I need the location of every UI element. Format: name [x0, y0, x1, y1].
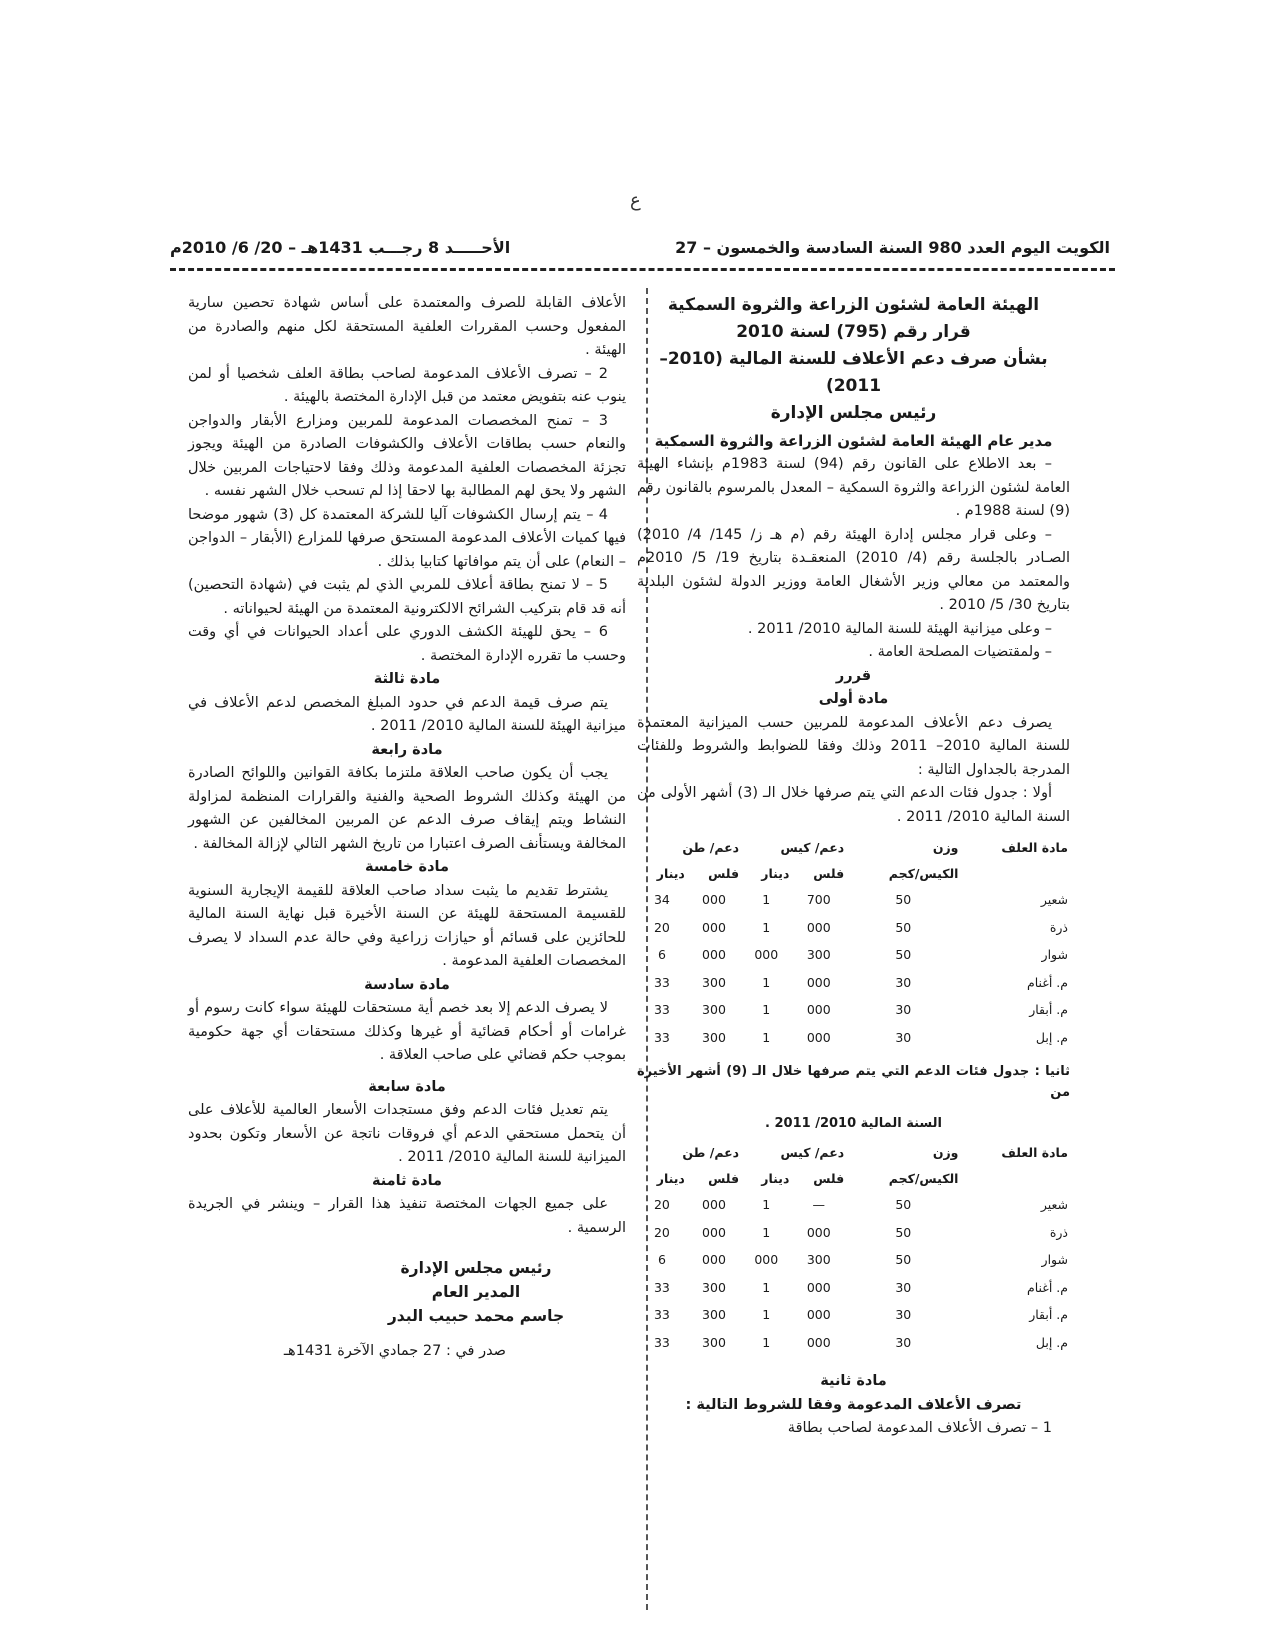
table-row: [637, 1329, 1070, 1357]
cell-ton-fils: 300: [702, 974, 726, 990]
cell-bag-dinar: 1: [762, 1197, 771, 1212]
col-weight-unit: الكيس/كجم: [888, 1170, 959, 1186]
col-feed: مادة العلف: [1001, 840, 1068, 855]
col-blank: [960, 1166, 1070, 1192]
cell-ton-dinar: 20: [653, 1197, 670, 1212]
article-5-text: يشترط تقديم ما يثبت سداد صاحب العلاقة للقيمة الإيجارية السنوية للقسيمة المستحقة للهيئة عن السنة الأخيرة قبل نهاية السنة المالية للحائزين على قسائم أو حيازات زراعية وفي حالة عدم السداد لا يصرف المخصصات العلفية المدعومة .: [188, 882, 626, 969]
cell-ton-dinar: 20: [653, 1224, 670, 1240]
table-row: [637, 941, 1070, 969]
article-1-title: مادة أولى: [818, 691, 889, 707]
cell-bag-dinar: 1: [762, 1224, 771, 1240]
signature-chairman: رئيس مجلس الإدارة: [400, 1259, 552, 1277]
cell-ton-dinar: 33: [653, 1334, 670, 1350]
article-2-item-3: 3 – تمنح المخصصات المدعومة للمربين ومزارع الأبقار والدواجن والنعام حسب بطاقات الأعلاف والكشوفات الصادرة من الهيئة ويجوز تجزئة المخصصات العلفية المدعومة وذلك وفقا لاحتياجات المربين خلال الشهر ولا يحق لهم المطالبة بها لاحقا إذا لم تسحب خلال الشهر نفسه .: [188, 412, 626, 499]
cell-feed: م. إبل: [1035, 1029, 1068, 1045]
cell-feed: م. إبل: [1035, 1334, 1068, 1350]
cell-bag-fils: 300: [806, 1252, 831, 1267]
col-feed: مادة العلف: [1001, 1145, 1068, 1160]
col-bag-fils: فلس: [813, 865, 845, 881]
header-divider: [170, 268, 1115, 271]
cell-ton-dinar: 6: [657, 1252, 666, 1267]
header-date: الأحـــــد 8 رجـــب 1431هـ – 20/ 6/ 2010م: [170, 237, 511, 257]
col-ton: دعم/ طن: [682, 840, 740, 855]
cell-feed: شوار: [1041, 947, 1068, 962]
chairman-heading: رئيس مجلس الإدارة: [770, 403, 937, 423]
table-row: [637, 886, 1070, 914]
col-blank: [960, 861, 1070, 887]
cell-ton-fils: 300: [702, 1002, 726, 1017]
article-2-item-5: 5 – لا تمنح بطاقة أعلاف للمربي الذي لم يثبت في (شهادة التحصين) أنه قد قام بتركيب الشرائح الالكترونية المعتمدة من الهيئة لحيواناته .: [188, 577, 626, 617]
cell-ton-fils: 300: [702, 1029, 726, 1045]
cell-ton-fils: 300: [702, 1307, 726, 1322]
issued-date: صدر في : 27 جمادي الآخرة 1431هـ: [283, 1343, 506, 1359]
cell-ton-fils: 000: [702, 1197, 726, 1212]
article-4-title: مادة رابعة: [371, 741, 443, 758]
preamble-2: – وعلى قرار مجلس إدارة الهيئة رقم (م هـ ز/ 145/ 4/ 2010) الصـادر بالجلسة رقم (4/ 2010) المنعقـدة بتاريخ 19/ 5/ 2010م والمعتمد من معالي وزير الأشغال العامة ووزير الدولة لشئون البلدية بتاريخ 30/ 5/ 2010 .: [637, 526, 1071, 613]
cell-bag-dinar: 1: [762, 974, 771, 990]
cell-bag-fils: 700: [806, 892, 831, 907]
cell-ton-dinar: 6: [657, 947, 666, 962]
table-row: [637, 1191, 1070, 1219]
col-weight: وزن: [932, 840, 959, 855]
cell-feed: م. أغنام: [1026, 1279, 1068, 1295]
cell-bag-dinar: 000: [754, 947, 779, 962]
table-1-caption: أولا : جدول فئات الدعم التي يتم صرفها خلال الـ (3) أشهر الأولى من السنة المالية 2010/ 2011 .: [637, 785, 1070, 825]
table-subheader-row: [637, 861, 1070, 887]
article-7-title: مادة سابعة: [368, 1078, 446, 1095]
article-5-title: مادة خامسة: [365, 859, 449, 875]
table-row: [637, 1274, 1070, 1302]
table-row: [637, 1246, 1070, 1274]
table-1-body: [637, 886, 1070, 1051]
article-2-item-1: 1 – تصرف الأعلاف المدعومة لصاحب بطاقة: [787, 1420, 1052, 1436]
article-6-text: لا يصرف الدعم إلا بعد خصم أية مستحقات للهيئة سواء كانت رسوم أو غرامات أو أحكام قضائية أو غيرها وكذلك مستحقات أي جهة حكومية بموجب حكم قضائي على صاحب العلاقة .: [188, 1000, 626, 1063]
cell-bag-fils: 000: [806, 1002, 831, 1017]
cell-weight: 30: [895, 1279, 912, 1295]
subsidy-table-first-3-months: [637, 835, 1070, 1051]
col-weight-unit: الكيس/كجم: [888, 865, 959, 881]
table-row: [637, 996, 1070, 1024]
table-header-row: [637, 1140, 1070, 1166]
table-2-caption-line2: السنة المالية 2010/ 2011 .: [765, 1116, 942, 1131]
col-ton: دعم/ طن: [682, 1145, 740, 1160]
article-2-item-6: 6 – يحق للهيئة الكشف الدوري على أعداد الحيوانات في أي وقت وحسب ما تقرره الإدارة المختصة .: [188, 624, 626, 664]
article-8-text: على جميع الجهات المختصة تنفيذ هذا القرار – وينشر في الجريدة الرسمية .: [188, 1196, 626, 1236]
cell-feed: م. أبقار: [1029, 1307, 1068, 1322]
article-4-text: يجب أن يكون صاحب العلاقة ملتزما بكافة القوانين واللوائح الصادرة من الهيئة وكذلك الشروط الصحية والفنية والقرارات المنظمة لمزاولة النشاط ويتم إيقاف صرف الدعم عن المربين المخالفين عن الشهور المخالفة ويستأنف الصرف اعتبارا من تاريخ الشهر التالي لإزالة المخالفة .: [188, 765, 626, 852]
article-8-title: مادة ثامنة: [371, 1172, 443, 1189]
cell-bag-dinar: 1: [762, 1002, 771, 1017]
cell-ton-fils: 000: [702, 919, 726, 935]
cell-bag-fils: 000: [806, 1307, 831, 1322]
cell-weight: 30: [895, 1334, 912, 1350]
cell-feed: ذرة: [1049, 919, 1068, 935]
article-3-text: يتم صرف قيمة الدعم في حدود المبلغ المخصص لدعم الأعلاف في ميزانية الهيئة للسنة المالية 2010/ 2011 .: [188, 694, 626, 734]
cell-bag-fils: 000: [806, 1334, 831, 1350]
col-bag: دعم/ كيس: [780, 840, 845, 855]
cell-bag-fils: 000: [806, 919, 831, 935]
col-bag-fils: فلس: [813, 1170, 845, 1186]
cell-bag-fils: 300: [806, 947, 831, 962]
subsidy-table-last-9-months: [637, 1140, 1070, 1356]
decision-subject: بشأن صرف دعم الأعلاف للسنة المالية (2010– 2011): [659, 349, 1048, 396]
cell-bag-fils: 000: [806, 1029, 831, 1045]
table-2-caption-line1: ثانيا : جدول فئات الدعم التي يتم صرفها خلال الـ (9) أشهر الأخيرة من: [637, 1064, 1070, 1100]
decided-heading: قررر: [835, 667, 872, 684]
cell-feed: ذرة: [1049, 1224, 1068, 1240]
cell-ton-fils: 000: [702, 947, 726, 962]
col-bag-dinar: دينار: [761, 865, 790, 881]
cell-ton-fils: 000: [702, 1252, 726, 1267]
col-ton-dinar: دينار: [656, 1170, 685, 1186]
cell-weight: 30: [895, 1002, 912, 1017]
table-row: [637, 969, 1070, 997]
col-ton-fils: فلس: [708, 865, 740, 881]
col-ton-fils: فلس: [708, 1170, 740, 1186]
cell-feed: م. أبقار: [1029, 1002, 1068, 1017]
cell-bag-dinar: 1: [762, 1334, 771, 1350]
col-bag-dinar: دينار: [761, 1170, 790, 1186]
article-2-title: مادة ثانية: [820, 1373, 887, 1389]
cell-ton-fils: 000: [702, 892, 726, 907]
table-subheader-row: [637, 1166, 1070, 1192]
article-2-item-4: 4 – يتم إرسال الكشوفات آليا للشركة المعتمدة كل (3) شهور موضحا فيها كميات الأعلاف المدعومة المستحق صرفها للمزارع (الأبقار – الدواجن – النعام) على أن يتم موافاتها كتابيا بذلك .: [188, 506, 626, 570]
cell-ton-dinar: 20: [653, 919, 670, 935]
table-row: [637, 1301, 1070, 1329]
article-3-title: مادة ثالثة: [373, 671, 441, 687]
cell-weight: 30: [895, 1307, 912, 1322]
article-7-text: يتم تعديل فئات الدعم وفق مستجدات الأسعار العالمية للأعلاف على أن يتحمل مستحقي الدعم أي فروقات ناتجة عن الأسعار وتكون بحدود الميزانية للسنة المالية 2010/ 2011 .: [188, 1102, 626, 1165]
cell-bag-fils: 000: [806, 1224, 831, 1240]
table-header-row: [637, 835, 1070, 861]
page-mark: ع: [630, 190, 641, 211]
cell-feed: شوار: [1041, 1252, 1068, 1267]
cell-feed: شعير: [1040, 1197, 1068, 1212]
cell-bag-dinar: 000: [754, 1252, 779, 1267]
cell-feed: شعير: [1040, 892, 1068, 907]
cell-ton-fils: 300: [702, 1279, 726, 1295]
authority-title: الهيئة العامة لشئون الزراعة والثروة السمكية: [667, 295, 1040, 315]
table-row: [637, 1024, 1070, 1052]
left-column: [188, 292, 626, 1364]
cell-bag-dinar: 1: [762, 892, 771, 907]
cell-ton-dinar: 33: [653, 1279, 670, 1295]
cell-ton-dinar: 33: [653, 1307, 670, 1322]
col-weight: وزن: [932, 1145, 959, 1160]
article-2-subtitle: تصرف الأعلاف المدعومة وفقا للشروط التالية :: [685, 1396, 1022, 1413]
table-row: [637, 914, 1070, 942]
decision-number: قرار رقم (795) لسنة 2010: [736, 322, 971, 342]
cell-weight: 50: [895, 1252, 912, 1267]
header-issue: الكويت اليوم العدد 980 السنة السادسة والخمسون – 27: [675, 237, 1110, 257]
cell-bag-fils: —: [812, 1197, 826, 1212]
cell-bag-dinar: 1: [762, 1279, 771, 1295]
preamble-3: – وعلى ميزانية الهيئة للسنة المالية 2010/ 2011 .: [747, 620, 1052, 637]
cell-bag-fils: 000: [806, 974, 831, 990]
signature-name: جاسم محمد حبيب البدر: [387, 1307, 565, 1325]
cell-weight: 50: [895, 919, 912, 935]
cell-weight: 50: [895, 892, 912, 907]
signature-director: المدير العام: [431, 1283, 521, 1301]
cell-weight: 30: [895, 1029, 912, 1045]
cell-feed: م. أغنام: [1026, 974, 1068, 990]
cell-weight: 30: [895, 974, 912, 990]
article-2-item-2: 2 – تصرف الأعلاف المدعومة لصاحب بطاقة العلف شخصيا أو لمن ينوب عنه بتفويض معتمد من قبل الإدارة المختصة بالهيئة .: [188, 365, 626, 405]
article-6-title: مادة سادسة: [364, 976, 450, 993]
cell-ton-fils: 300: [702, 1334, 726, 1350]
cell-weight: 50: [895, 1224, 912, 1240]
cell-ton-dinar: 33: [653, 1002, 670, 1017]
cell-ton-dinar: 34: [653, 892, 670, 907]
cell-bag-fils: 000: [806, 1279, 831, 1295]
cell-weight: 50: [895, 947, 912, 962]
right-column: [637, 292, 1070, 1441]
article-2-item-1-cont: الأعلاف القابلة للصرف والمعتمدة على أساس شهادة تحصين سارية المفعول وحسب المقررات العلفية المستحقة لكل منهم والصادرة من الهيئة .: [188, 295, 626, 358]
cell-ton-fils: 000: [702, 1224, 726, 1240]
director-heading: مدير عام الهيئة العامة لشئون الزراعة والثروة السمكية: [654, 432, 1053, 450]
table-2-body: [637, 1191, 1070, 1356]
page-header: [170, 232, 1110, 262]
preamble-1: – بعد الاطلاع على القانون رقم (94) لسنة 1983م بإنشاء الهيئة العامة لشئون الزراعة والثروة السمكية – المعدل بالمرسوم بالقانون رقم (9) لسنة 1988م .: [637, 456, 1070, 519]
preamble-4: – ولمقتضيات المصلحة العامة .: [868, 644, 1052, 660]
table-row: [637, 1219, 1070, 1247]
cell-bag-dinar: 1: [762, 1307, 771, 1322]
cell-ton-dinar: 33: [653, 974, 670, 990]
cell-bag-dinar: 1: [762, 919, 771, 935]
col-bag: دعم/ كيس: [780, 1145, 845, 1160]
cell-ton-dinar: 33: [653, 1029, 670, 1045]
signature-block: [326, 1256, 626, 1328]
col-ton-dinar: دينار: [656, 865, 685, 881]
cell-bag-dinar: 1: [762, 1029, 771, 1045]
cell-weight: 50: [895, 1197, 912, 1212]
article-1-text: يصرف دعم الأعلاف المدعومة للمربين حسب الميزانية المعتمدة للسنة المالية 2010– 2011 وذلك وفقا للضوابط والشروط وللفئات المدرجة بالجداول التالية :: [637, 714, 1070, 778]
